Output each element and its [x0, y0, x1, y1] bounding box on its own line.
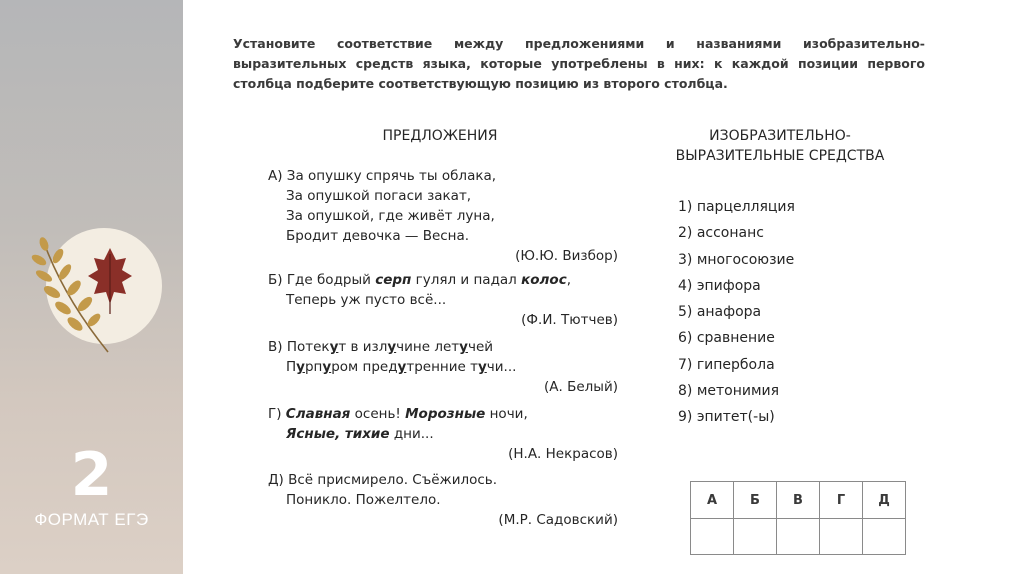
means-item: 2) ассонанс — [678, 225, 764, 242]
highlighted-vowel: у — [296, 359, 305, 375]
means-item: 1) парцелляция — [678, 199, 795, 215]
answer-cell-g[interactable] — [820, 519, 863, 555]
means-item: 8) метонимия — [678, 383, 780, 400]
answer-cell-a[interactable] — [691, 519, 734, 555]
means-list — [678, 197, 795, 434]
means-item: 7) гипербола — [678, 356, 775, 373]
text-fragment: Б) Где бодрый — [268, 272, 376, 288]
answer-table — [690, 481, 906, 555]
autumn-leaves-icon — [30, 230, 140, 360]
text-fragment: Г) — [268, 406, 286, 422]
text-fragment: ночи, — [485, 406, 528, 422]
means-item: 9) эпитет(-ы) — [678, 409, 775, 426]
answer-header-cell: В — [777, 482, 820, 519]
sentence-line: За опушкой погаси закат, — [286, 188, 472, 204]
format-label: ФОРМАТ ЕГЭ — [34, 510, 149, 529]
sentence-v — [268, 337, 618, 397]
highlighted-vowel: у — [329, 339, 339, 355]
emphasized-word: Славная — [285, 406, 351, 422]
sentence-b — [268, 270, 618, 330]
answer-table-header-row — [691, 482, 906, 519]
sentence-line — [268, 404, 618, 424]
means-header-line2: ВЫРАЗИТЕЛЬНЫЕ СРЕДСТВА — [675, 148, 885, 164]
text-fragment: П — [286, 359, 297, 375]
text-fragment: дни... — [389, 426, 434, 442]
sentence-line — [268, 270, 618, 290]
sentence-line: Бродит девочка — Весна. — [286, 228, 470, 244]
sidebar — [0, 0, 183, 574]
sentence-d — [268, 470, 618, 530]
sentence-line: Теперь уж пусто всё... — [286, 292, 447, 308]
means-header-line1: ИЗОБРАЗИТЕЛЬНО- — [709, 128, 851, 144]
sentence-author: (Ю.Ю. Визбор) — [515, 248, 618, 264]
sentence-author: (М.Р. Садовский) — [498, 512, 618, 528]
text-fragment: В) Потек — [268, 339, 330, 355]
highlighted-vowel: у — [459, 339, 468, 355]
task-number: 2 — [70, 440, 113, 510]
means-item: 6) сравнение — [678, 330, 775, 347]
sentence-author: (А. Белый) — [544, 379, 618, 395]
sentence-line: За опушкой, где живёт луна, — [286, 208, 495, 224]
sentence-line — [268, 424, 618, 444]
highlighted-vowel: у — [477, 359, 487, 375]
answer-header-cell: Б — [734, 482, 777, 519]
sentence-author: (Н.А. Некрасов) — [508, 446, 618, 462]
highlighted-vowel: у — [387, 339, 397, 355]
text-fragment: тренние т — [406, 359, 478, 375]
means-item: 3) многосоюзие — [678, 251, 795, 268]
answer-cell-v[interactable] — [777, 519, 820, 555]
sentence-line — [268, 357, 618, 377]
answer-table-input-row — [691, 519, 906, 555]
task-instruction: Установите соответствие между предложениями и названиями изобразительно-выразительных средств языка, которые употреблены в них: к каждой позиции первого столбца подберите соответствующую позицию из второго столбца. — [233, 36, 925, 91]
emphasized-word: Ясные, тихие — [286, 426, 390, 442]
emphasized-word: серп — [375, 272, 412, 288]
text-fragment: гулял и падал — [411, 272, 522, 288]
text-fragment: , — [566, 272, 571, 288]
text-fragment: чине лет — [396, 339, 460, 355]
sentence-line: А) За опушку спрячь ты облака, — [268, 168, 497, 184]
highlighted-vowel: у — [397, 359, 407, 375]
sentence-line: Д) Всё присмирело. Съёжилось. — [268, 472, 498, 488]
answer-header-cell: Д — [863, 482, 906, 519]
answer-cell-d[interactable] — [863, 519, 906, 555]
text-fragment: осень! — [350, 406, 406, 422]
means-item: 4) эпифора — [678, 277, 761, 294]
text-fragment: чей — [467, 339, 494, 355]
emphasized-word: колос — [521, 272, 567, 288]
sentence-a — [268, 166, 618, 266]
text-fragment: т в изл — [338, 339, 388, 355]
text-fragment: чи... — [486, 359, 517, 375]
sentence-author: (Ф.И. Тютчев) — [521, 312, 618, 328]
sentence-g — [268, 404, 618, 464]
answer-header-cell: Г — [820, 482, 863, 519]
sentence-line — [268, 337, 618, 357]
answer-header-cell: А — [691, 482, 734, 519]
text-fragment: ром пред — [331, 359, 398, 375]
emphasized-word: Морозные — [405, 406, 486, 422]
highlighted-vowel: у — [322, 359, 332, 375]
answer-cell-b[interactable] — [734, 519, 777, 555]
sentences-header: ПРЕДЛОЖЕНИЯ — [382, 128, 498, 144]
means-header — [640, 126, 920, 166]
sentence-line: Поникло. Пожелтело. — [286, 492, 441, 508]
means-item: 5) анафора — [678, 304, 762, 321]
text-fragment: рп — [304, 359, 323, 375]
